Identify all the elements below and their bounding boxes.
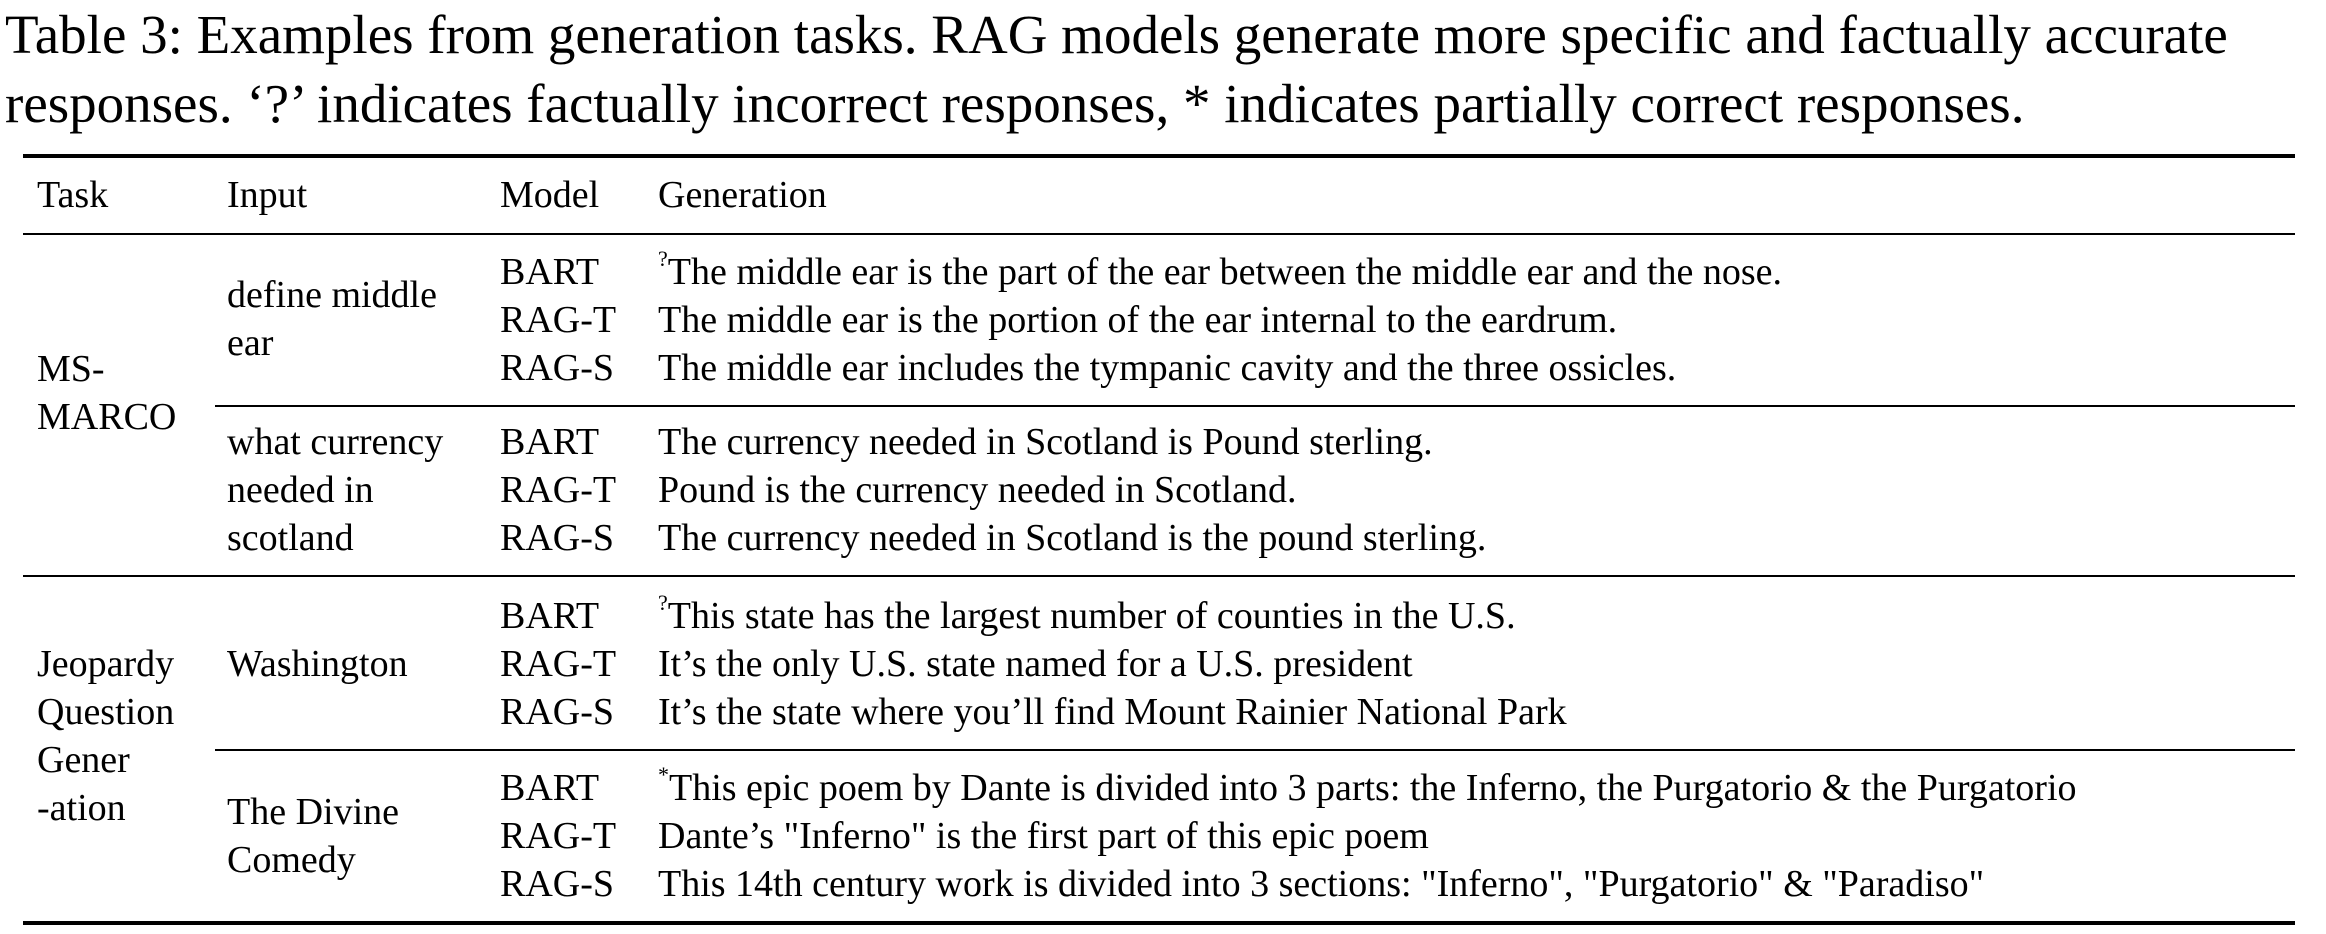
task-line: MS- bbox=[37, 348, 105, 390]
input-line: Washington bbox=[227, 643, 408, 685]
header-task: Task bbox=[37, 174, 109, 216]
block-rule-msmarco bbox=[215, 405, 2295, 407]
generation-cell bbox=[658, 592, 1516, 645]
generation-text: The middle ear is the part of the ear between the middle ear and the nose. bbox=[667, 251, 1782, 293]
input-line: ear bbox=[227, 322, 274, 364]
task-jeopardy bbox=[37, 640, 174, 832]
generation-text: Pound is the currency needed in Scotland. bbox=[658, 469, 1297, 511]
model-label: RAG-T bbox=[500, 299, 617, 341]
generation-text: The currency needed in Scotland is Pound sterling. bbox=[658, 421, 1433, 463]
generation-text: It’s the state where you’ll find Mount Rainier National Park bbox=[658, 691, 1567, 733]
incorrect-marker: ? bbox=[658, 246, 668, 271]
model-label: RAG-S bbox=[500, 863, 615, 905]
generation-text: The middle ear is the portion of the ear internal to the eardrum. bbox=[658, 299, 1618, 341]
generation-text: The middle ear includes the tympanic cavity and the three ossicles. bbox=[658, 347, 1677, 389]
input-line: The Divine bbox=[227, 791, 400, 833]
generation-text: It’s the only U.S. state named for a U.S. president bbox=[658, 643, 1413, 685]
generation-text: This state has the largest number of counties in the U.S. bbox=[667, 595, 1516, 637]
input-line: scotland bbox=[227, 517, 354, 559]
caption-line-2: responses. ‘?’ indicates factually incorrect responses, * indicates partially correct responses. bbox=[5, 73, 2025, 134]
generation-cell bbox=[658, 248, 1782, 301]
model-label: RAG-S bbox=[500, 691, 615, 733]
header-generation: Generation bbox=[658, 174, 827, 216]
header-model: Model bbox=[500, 174, 600, 216]
generation-text: Dante’s "Inferno" is the first part of this epic poem bbox=[658, 815, 1429, 857]
task-line: Question bbox=[37, 691, 175, 733]
header-input: Input bbox=[227, 174, 308, 216]
caption-line-1: Table 3: Examples from generation tasks. RAG models generate more specific and factually accurate bbox=[5, 4, 2228, 65]
input-line: Comedy bbox=[227, 839, 356, 881]
top-rule bbox=[23, 154, 2295, 158]
task-msmarco bbox=[37, 345, 176, 441]
input-washington bbox=[227, 640, 408, 688]
input-what-currency bbox=[227, 418, 443, 562]
header-rule bbox=[23, 233, 2295, 235]
task-line: MARCO bbox=[37, 396, 177, 438]
bottom-rule bbox=[23, 921, 2295, 925]
model-label: RAG-T bbox=[500, 469, 617, 511]
model-label: BART bbox=[500, 421, 600, 463]
generation-text: This 14th century work is divided into 3 sections: "Inferno", "Purgatorio" & "Paradiso" bbox=[658, 863, 1985, 905]
table-caption bbox=[5, 0, 2321, 138]
model-label: RAG-T bbox=[500, 643, 617, 685]
input-line: what currency bbox=[227, 421, 444, 463]
task-line: -ation bbox=[37, 787, 126, 829]
task-line: Jeopardy bbox=[37, 643, 175, 685]
incorrect-marker: ? bbox=[658, 590, 668, 615]
model-label: BART bbox=[500, 595, 600, 637]
input-line: needed in bbox=[227, 469, 374, 511]
input-line: define middle bbox=[227, 274, 437, 316]
partial-marker: * bbox=[658, 762, 669, 787]
task-line: Gener bbox=[37, 739, 130, 781]
input-divine-comedy bbox=[227, 788, 399, 884]
block-rule-jeopardy bbox=[215, 749, 2295, 751]
model-label: BART bbox=[500, 767, 600, 809]
generation-text: The currency needed in Scotland is the pound sterling. bbox=[658, 517, 1487, 559]
group-rule bbox=[23, 575, 2295, 577]
model-label: RAG-S bbox=[500, 347, 615, 389]
generation-cell bbox=[658, 764, 2077, 817]
model-label: RAG-T bbox=[500, 815, 617, 857]
model-label: RAG-S bbox=[500, 517, 615, 559]
input-define-middle-ear bbox=[227, 271, 437, 367]
generation-text: This epic poem by Dante is divided into 3 parts: the Inferno, the Purgatorio & the Purgatorio bbox=[669, 767, 2077, 809]
model-label: BART bbox=[500, 251, 600, 293]
